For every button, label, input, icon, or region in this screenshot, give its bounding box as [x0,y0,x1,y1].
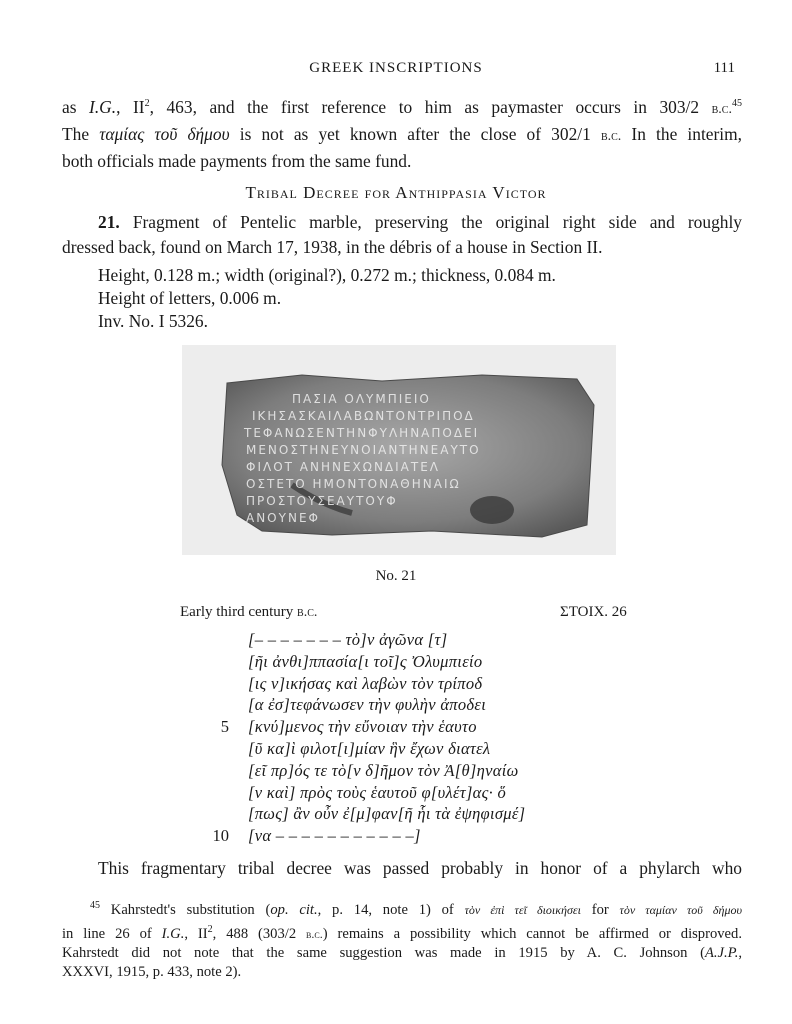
footnote-line-1: $^{45}$ Kahrstedt's substitution (op. cit., p. 14, note 1) of τὸν ἐπὶ τεῖ διοικήσει for τὸν ταμίαν τοῦ δήμου [90,900,742,918]
inscription-line: [κνύ]μενος τὴν εὔνοιαν τὴν ἑαυτο [248,717,477,737]
photo-letter-row: ΟΣΤΕΤΟ ΗΜΟΝΤΟΝΑΘΗΝΑΙΩ [246,477,461,491]
footnote-line-4: XXXVI, 1915, p. 433, note 2). [62,963,242,980]
photo-letter-row: ΦΙΛΟΤ ΑΝΗΝΕΧΩΝΔΙΑΤΕΛ [246,460,440,474]
inscription-line: [ν καὶ] πρὸς τοὺς ἑαυτοῦ φ[υλέτ]ας· ὅ [248,782,507,802]
inscription-line: [ῆι ἀνθι]ππασία[ι τοῖ]ς Ὀλυμπιείο [248,651,483,671]
inscription-photo [182,345,616,555]
inscription-line: [ις ν]ικήσας καὶ λαβὼν τὸν τρίποδ [248,673,483,693]
entry-line-1: 21. Fragment of Pentelic marble, preserving the original right side and roughly [98,212,742,232]
photo-letter-row: ΙΚΗΣΑΣΚΑΙΛΑΒΩΝΤΟΝΤΡΙΠΟΔ [252,409,475,423]
intro-line-1: as I.G., $II^2$, 463, and the first reference to him as paymaster occurs in 303/2 b.c.$^{45}$ [62,96,742,117]
dimensions-text: Height, 0.128 m.; width (original?), 0.272 m.; thickness, 0.084 m. [98,265,556,285]
stoichedon-count: ΣΤΟΙΧ. 26 [560,604,627,620]
entry-line-2: dressed back, found on March 17, 1938, in the débris of a house in Section II. [62,237,603,257]
inscription-line-number: 5 [220,717,229,737]
inscription-line: [πως] ἂν οὖν ἐ[μ]φαν[ῆ ἧι τὰ ἐψηφισμέ] [248,804,526,824]
footnote-mark: 45 [90,900,100,911]
stone-fragment-image [182,345,616,555]
footnote-line-3: Kahrstedt did not note that the same suggestion was made in 1915 by A. C. Johnson (A.J.P., [62,944,742,961]
footnote-reference: 45 [731,98,742,109]
photo-letter-row: ΠΡΟΣΤΟΥΣΕΑΥΤΟΥΦ [246,494,398,508]
section-title: Tribal Decree for Anthippasia Victor [245,183,547,202]
photo-letter-row: ΠΑΣΙΑ ΟΛΥΜΠΙΕΙΟ [292,392,431,406]
inscription-line: [α ἐσ]τεφάνωσεν τὴν φυλὴν ἀποδει [248,695,487,715]
inscription-line: [εῖ πρ]ός τε τὸ[ν δ]ῆμον τὸν Ἀ[θ]ηναίω [248,760,519,780]
closing-paragraph [62,856,742,881]
inscription-line: [να – – – – – – – – – – –] [248,826,421,846]
inscription-line: [– – – – – – – τὸ]ν ἀγῶνα [τ] [248,630,448,649]
measurements [98,264,556,333]
page-number: 111 [713,60,735,76]
inventory-number: Inv. No. I 5326. [98,311,208,331]
inscription-line-number: 10 [212,826,229,846]
inscription-line: [ῦ κα]ὶ φιλοτ[ι]μίαν ἣν ἔχων διατελ [248,739,491,758]
photo-letter-row: ΜΕΝΟΣΤΗΝΕΥΝΟΙΑΝΤΗΝΕΑΥΤΟ [246,443,481,457]
inscription-date: Early third century b.c. [180,604,318,620]
footnote-line-2: in line 26 of I.G., $II^2$, 488 (303/2 b.c.) remains a possibility which cannot be affirmed or disproved. [62,923,742,942]
entry-description [62,210,742,260]
intro-line-2: The ταμίας τοῦ δήμου is not as yet known after the close of 302/1 b.c. In the interim, [62,123,743,144]
intro-line-3: both officials made payments from the same fund. [62,150,412,171]
photo-letter-row: ΤΕΦΑΝΩΣΕΝΤΗΝΦΥΛΗΝΑΠΟΔΕΙ [244,426,480,440]
letter-height-text: Height of letters, 0.006 m. [98,288,282,308]
footnote [62,896,742,982]
entry-number: 21. [98,212,120,232]
running-header-title: GREEK INSCRIPTIONS [309,60,483,76]
photo-letter-row: ΑΝΟΥΝΕΦ [246,511,320,525]
photo-caption: No. 21 [375,568,417,584]
intro-paragraph [62,91,742,174]
closing-line: This fragmentary tribal decree was passed probably in honor of a phylarch who [98,858,742,878]
